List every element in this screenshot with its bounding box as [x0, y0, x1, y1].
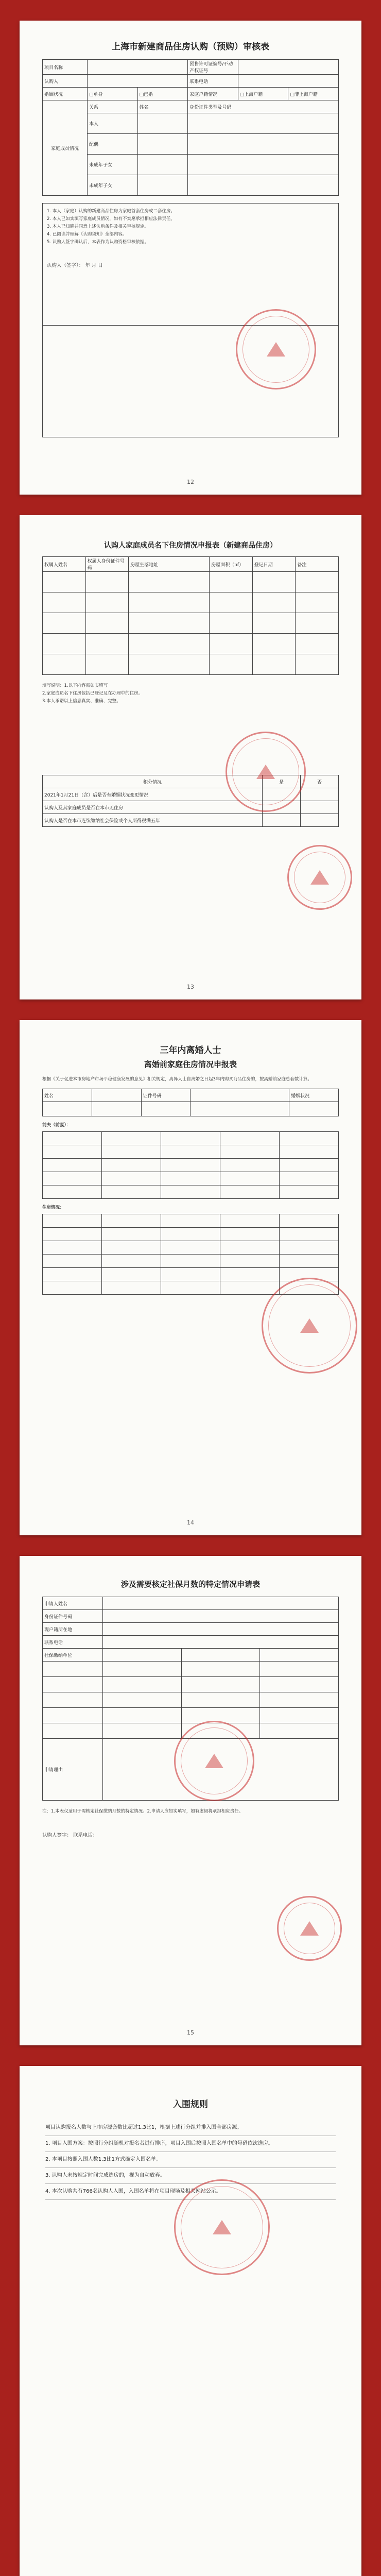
official-seal-icon — [226, 732, 306, 812]
page-5 — [20, 2066, 361, 2576]
label: 社保缴纳单位 — [43, 1649, 103, 1662]
relation-cell: 本人 — [88, 113, 138, 134]
col-header: 姓名 — [137, 100, 188, 113]
signature-line: 认购人（签字）： 年 月 日 — [47, 263, 103, 268]
page-3 — [20, 1020, 361, 1535]
label: 预售许可证编号/不动产权证号 — [188, 60, 238, 75]
col-header: 婚姻状况 — [289, 1089, 339, 1102]
relation-cell: 配偶 — [88, 134, 138, 155]
official-seal-icon — [262, 1278, 357, 1374]
label: 申请理由 — [43, 1739, 103, 1801]
score-row: 认购人及其家庭成员是否在本市无住房 — [43, 801, 263, 814]
signature-line: 认购人签字： 联系电话： — [42, 1833, 98, 1838]
note-line: 3. 本人已知晓并同意上述认购条件及相关审核规定。 — [47, 224, 149, 229]
value-cell — [88, 60, 188, 75]
note-text: 注：1.本表仅适用于需核定社保缴纳月数的特定情况。2.申请人应如实填写，如有虚假将承担相应责任。 — [42, 1809, 244, 1814]
buyer-form — [42, 59, 339, 196]
page-subtitle: 离婚前家庭住房情况申报表 — [144, 1060, 237, 1069]
label: 认购人 — [43, 75, 88, 88]
value-cell — [88, 75, 188, 88]
rule-para: 2. 本项目按照入围人数1.3比1方式确定入围名单。 — [45, 2152, 336, 2168]
col-header: 权属人姓名 — [43, 557, 86, 572]
col-header: 权属人身份证件号码 — [85, 557, 129, 572]
checkbox-label: □非上海户籍 — [288, 88, 339, 100]
page-4 — [20, 1556, 361, 2045]
col-header: 否 — [301, 775, 339, 788]
relation-cell: 未成年子女 — [88, 175, 138, 196]
rules-text — [20, 2120, 361, 2200]
official-seal-icon — [236, 309, 316, 389]
label: 联系电话 — [188, 75, 238, 88]
page-title: 入围规则 — [173, 2099, 208, 2110]
label: 项目名称 — [43, 60, 88, 75]
official-seal-icon — [277, 1896, 342, 1961]
block-label: 前夫（前妻）： — [42, 1123, 71, 1128]
note-line: 4. 已阅读并理解《认购须知》全部内容。 — [47, 232, 127, 237]
divorce-table-1 — [42, 1089, 339, 1116]
label: 身份证件号码 — [43, 1610, 103, 1623]
page-title: 三年内离婚人士 — [160, 1045, 221, 1056]
note-line: 填写说明：1.以下内容需如实填写 — [42, 683, 108, 688]
note-line: 2.家庭成员名下住房包括已登记及在办理中的住房。 — [42, 691, 143, 696]
value-cell — [238, 60, 338, 75]
official-seal-icon — [174, 1721, 254, 1801]
block-label: 住房情况： — [42, 1205, 64, 1210]
page-number: 14 — [187, 1519, 194, 1526]
official-seal-icon — [287, 845, 352, 910]
label: 家庭户籍情况 — [188, 88, 238, 100]
page-title: 上海市新建商品住房认购（预购）审核表 — [112, 42, 269, 52]
page-title: 涉及需要核定社保月数的特定情况申请表 — [120, 1580, 260, 1589]
checkbox-label: □已婚 — [137, 88, 188, 100]
page-number: 15 — [187, 2029, 194, 2036]
note-line: 5. 认购人签字确认后，本表作为认购资格审核依据。 — [47, 240, 149, 245]
col-header: 姓名 — [43, 1089, 92, 1102]
col-header: 积分情况 — [43, 775, 263, 788]
page-title: 认购人家庭成员名下住房情况申报表（新建商品住房） — [104, 541, 277, 550]
relation-cell: 未成年子女 — [88, 155, 138, 175]
note-line: 2. 本人已如实填写家庭成员情况，如有不实愿承担相应法律责任。 — [47, 216, 175, 222]
label: 联系电话 — [43, 1636, 103, 1649]
note-line: 1. 本人（家庭）认购的新建商品住房为家庭首套住房或二套住房。 — [47, 209, 175, 214]
col-header: 房屋坐落地址 — [129, 557, 210, 572]
housing-table — [42, 556, 339, 675]
rule-para: 4. 本次认购共有766名认购人入围，入围名单将在项目现场及相关网站公示。 — [45, 2184, 336, 2200]
rule-para: 1. 项目入围方案：按照行分组随机对报名者进行排序，项目入围后按照入围名单中的号码依次选房。 — [45, 2136, 336, 2152]
value-cell — [238, 75, 338, 88]
checkbox-label: □上海户籍 — [238, 88, 288, 100]
score-row: 认购人是否在本市连续缴纳社会保险或个人所得税满五年 — [43, 814, 263, 827]
label: 现户籍所在地 — [43, 1623, 103, 1636]
checkbox-label: □单身 — [88, 88, 138, 100]
col-header: 关系 — [88, 100, 138, 113]
rule-para: 项目认购报名人数与上市房源套数比超过1.3比1，根据上述行分组并排入围全部房源。 — [45, 2120, 336, 2136]
page-1 — [20, 21, 361, 495]
page-2 — [20, 515, 361, 999]
score-row: 2021年1月21日（含）后是否有婚姻状况变更情况 — [43, 788, 263, 801]
col-header: 房屋面积（㎡） — [210, 557, 253, 572]
col-header: 是 — [263, 775, 301, 788]
rule-para: 3. 认购人未按规定时间完成选房的，视为自动放弃。 — [45, 2168, 336, 2184]
label: 婚姻状况 — [43, 88, 88, 100]
label: 申请人姓名 — [43, 1597, 103, 1610]
col-header: 证件号码 — [141, 1089, 190, 1102]
section-label: 家庭成员情况 — [43, 100, 88, 196]
col-header: 登记日期 — [252, 557, 296, 572]
col-header: 身份证件类型及号码 — [188, 100, 339, 113]
divorce-table-2 — [42, 1131, 339, 1199]
note-line: 3.本人承诺以上信息真实、准确、完整。 — [42, 699, 121, 704]
page-number: 13 — [187, 984, 194, 990]
notes — [42, 203, 339, 326]
page-number: 12 — [187, 479, 194, 485]
intro-text: 根据《关于促进本市房地产市场平稳健康发展的意见》相关规定，离异人士自离婚之日起3年内购买商品住房的，按离婚前家庭总套数计算。 — [42, 1077, 312, 1082]
col-header: 备注 — [296, 557, 339, 572]
official-seal-icon — [174, 2179, 270, 2275]
